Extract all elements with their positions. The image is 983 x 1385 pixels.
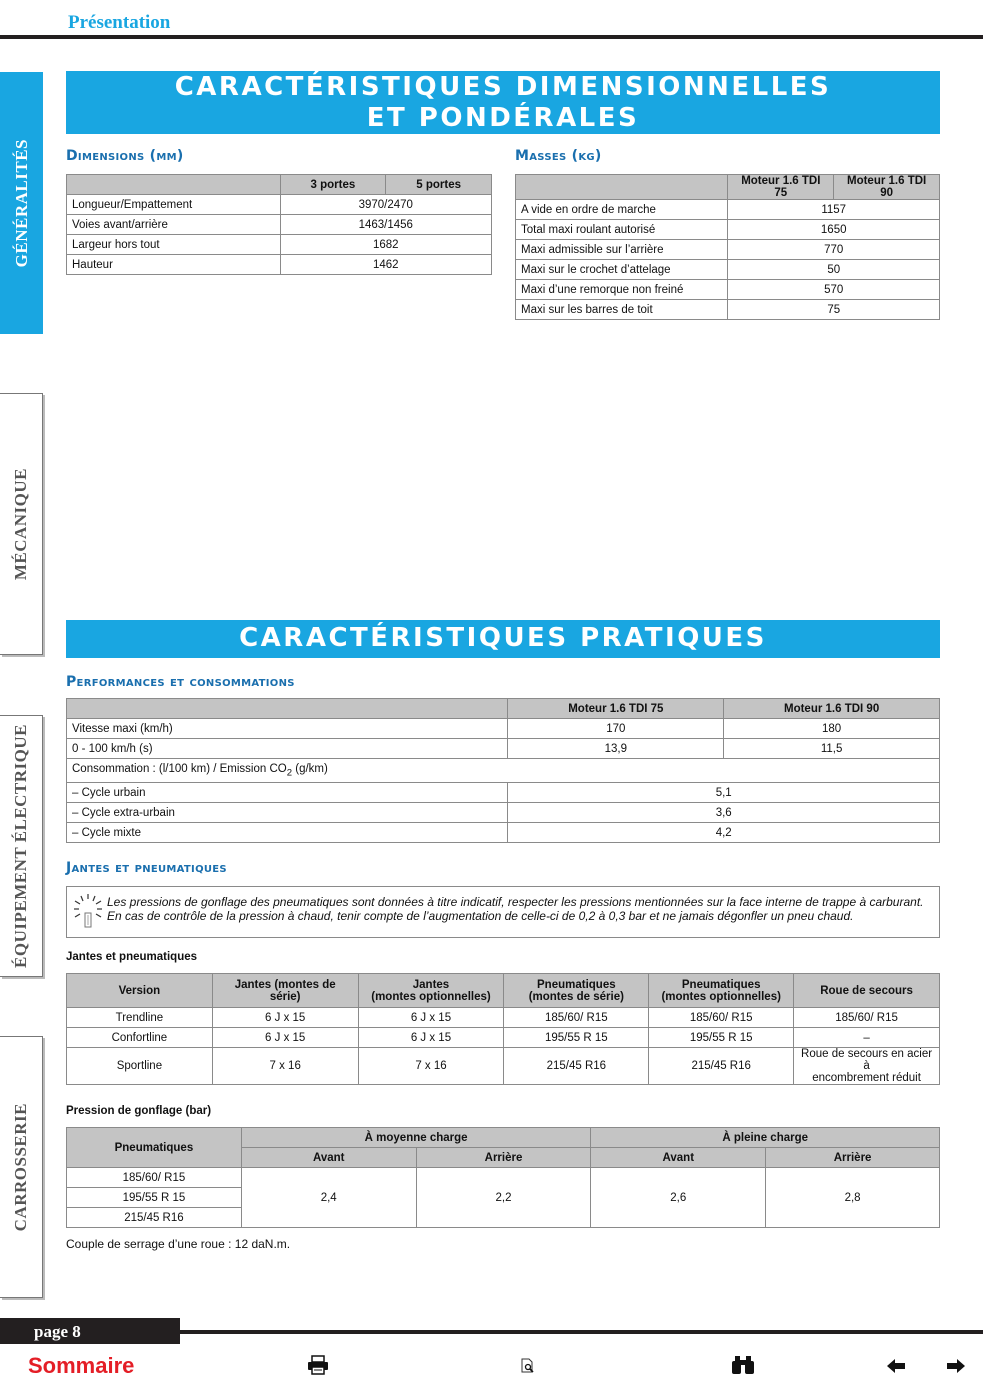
row-value: 1463/1456: [280, 215, 491, 235]
consumption-unit: (g/km): [292, 762, 328, 775]
consumption-text: Consommation : (l/100 km) / Emission CO: [72, 762, 287, 775]
cell: 185/60/ R15: [504, 1008, 649, 1028]
masses-heading: Masses (kg): [515, 148, 602, 164]
table-header-row: [67, 1128, 940, 1148]
header-line: (montes optionnelles): [371, 990, 491, 1003]
header-rule: [0, 35, 983, 39]
dimensions-heading: Dimensions (mm): [66, 148, 184, 164]
jantes-table-title: Jantes et pneumatiques: [66, 951, 198, 963]
row-label: A vide en ordre de marche: [516, 200, 728, 220]
table-header-row: [67, 699, 940, 719]
page-number: page 8: [34, 1322, 81, 1341]
table-row: [67, 1048, 940, 1085]
binoculars-icon[interactable]: [731, 1355, 755, 1375]
sidebar-tab-carrosserie[interactable]: [0, 1036, 43, 1298]
row-value: 3970/2470: [280, 195, 491, 215]
cell: Sportline: [67, 1048, 213, 1085]
cell-line: Roue de secours en acier à: [801, 1048, 933, 1072]
table-header-row: [67, 974, 940, 1008]
table-row: [516, 260, 940, 280]
printer-icon[interactable]: [307, 1355, 329, 1375]
column-header: Moteur 1.6 TDI 75: [728, 175, 834, 200]
row-value: 180: [724, 719, 940, 739]
cell: 215/45 R16: [649, 1048, 794, 1085]
column-header: [358, 974, 504, 1008]
sommaire-link[interactable]: Sommaire: [28, 1353, 135, 1378]
row-label: Maxi admissible sur l’arrière: [516, 240, 728, 260]
row-value: 11,5: [724, 739, 940, 759]
table-row: [516, 280, 940, 300]
table-row: [67, 215, 492, 235]
table-row: [67, 1008, 940, 1028]
table-row: [67, 783, 940, 803]
table-header-row: [67, 175, 492, 195]
header-line: (montes optionnelles): [661, 990, 781, 1003]
cell: 6 J x 15: [212, 1008, 358, 1028]
column-group-header: À moyenne charge: [241, 1128, 591, 1148]
column-header: Avant: [591, 1148, 766, 1168]
header-line: Jantes: [412, 978, 450, 991]
couple-text: Couple de serrage d’une roue : 12 daN.m.: [66, 1237, 291, 1251]
column-header: 3 portes: [280, 175, 386, 195]
cell: 185/60/ R15: [67, 1168, 242, 1188]
column-header: [516, 175, 728, 200]
note-line: En cas de contrôle de la pression à chaud, tenir compte de l’augmentation de celle-ci de 0,2 à 0,3 bar et ne jamais dégonfler un pneu chaud.: [107, 909, 854, 923]
column-header: Version: [67, 974, 213, 1008]
row-value: 4,2: [508, 823, 940, 843]
table-row: [67, 195, 492, 215]
cell: 195/55 R 15: [67, 1188, 242, 1208]
table-row: [67, 1168, 940, 1188]
table-header-row: [516, 175, 940, 200]
cell: 2,6: [591, 1168, 766, 1228]
header-line: (montes de série): [528, 990, 624, 1003]
cell: Trendline: [67, 1008, 213, 1028]
banner-line: ET PONDÉRALES: [366, 103, 640, 133]
performances-heading: Performances et consommations: [66, 674, 295, 690]
row-value: 1157: [728, 200, 940, 220]
cell: 185/60/ R15: [649, 1008, 794, 1028]
column-header: 5 portes: [386, 175, 492, 195]
masses-table: [515, 174, 940, 320]
column-group-header: À pleine charge: [591, 1128, 940, 1148]
row-value: 1650: [728, 220, 940, 240]
consumption-label: [67, 759, 940, 783]
row-value: 50: [728, 260, 940, 280]
section-title: Présentation: [68, 12, 171, 33]
column-header: Moteur 1.6 TDI 75: [508, 699, 724, 719]
table-row: [67, 255, 492, 275]
section-banner-pratiques: [66, 620, 940, 658]
cell: 195/55 R 15: [504, 1028, 649, 1048]
cell: 6 J x 15: [358, 1028, 504, 1048]
jantes-table: [66, 973, 940, 1085]
column-header: Avant: [241, 1148, 416, 1168]
arrow-left-icon[interactable]: [886, 1358, 906, 1374]
table-row: [67, 803, 940, 823]
row-label: Vitesse maxi (km/h): [67, 719, 508, 739]
cell: 7 x 16: [212, 1048, 358, 1085]
row-label: – Cycle mixte: [67, 823, 508, 843]
table-row: [67, 759, 940, 783]
sidebar-tab-label: ÉQUIPEMENT ÉLECTRIQUE: [11, 724, 30, 968]
consumption-subscript: 2: [286, 767, 293, 779]
table-row: [516, 240, 940, 260]
column-header: [67, 699, 508, 719]
column-header: Moteur 1.6 TDI 90: [724, 699, 940, 719]
row-value: 1682: [280, 235, 491, 255]
note-text: [107, 895, 935, 923]
row-value: 3,6: [508, 803, 940, 823]
row-label: Maxi sur les barres de toit: [516, 300, 728, 320]
cell-line: encombrement réduit: [812, 1072, 921, 1084]
row-value: 5,1: [508, 783, 940, 803]
row-value: 1462: [280, 255, 491, 275]
cell: 2,8: [766, 1168, 940, 1228]
table-row: [516, 200, 940, 220]
section-banner-dimensions: [66, 71, 940, 134]
row-label: Total maxi roulant autorisé: [516, 220, 728, 240]
header-line: Pneumatiques: [681, 978, 761, 991]
row-value: 170: [508, 719, 724, 739]
dimensions-table: [66, 174, 492, 275]
row-label: 0 - 100 km/h (s): [67, 739, 508, 759]
cell: 6 J x 15: [358, 1008, 504, 1028]
row-label: Maxi sur le crochet d’attelage: [516, 260, 728, 280]
lightbulb-tip-icon: [72, 893, 104, 933]
column-header: [67, 175, 281, 195]
column-header: [649, 974, 794, 1008]
banner-line: CARACTÉRISTIQUES PRATIQUES: [239, 623, 767, 653]
cell: 2,2: [416, 1168, 591, 1228]
column-header: Pneumatiques: [67, 1128, 242, 1168]
footer-rule: [180, 1330, 983, 1334]
sidebar-tab-label: MÉCANIQUE: [11, 467, 30, 581]
performances-table: [66, 698, 940, 843]
header-line: Pneumatiques: [537, 978, 616, 991]
sidebar-tab-mecanique[interactable]: [0, 393, 43, 655]
banner-line: CARACTÉRISTIQUES DIMENSIONNELLES: [174, 72, 832, 102]
table-row: [516, 300, 940, 320]
cell: 215/45 R16: [67, 1208, 242, 1228]
row-label: Maxi d’une remorque non freiné: [516, 280, 728, 300]
page-zoom-icon[interactable]: [520, 1358, 536, 1374]
table-row: [67, 823, 940, 843]
row-label: Voies avant/arrière: [67, 215, 281, 235]
row-value: 570: [728, 280, 940, 300]
cell: 215/45 R16: [504, 1048, 649, 1085]
pression-table: [66, 1127, 940, 1228]
table-row: [67, 739, 940, 759]
jantes-heading: Jantes et pneumatiques: [66, 860, 227, 876]
arrow-right-icon[interactable]: [946, 1358, 966, 1374]
table-row: [67, 1028, 940, 1048]
row-label: Hauteur: [67, 255, 281, 275]
sidebar-tab-equipement-electrique[interactable]: [0, 715, 43, 977]
row-value: 75: [728, 300, 940, 320]
note-box: [66, 886, 940, 938]
table-row: [516, 220, 940, 240]
cell: 185/60/ R15: [794, 1008, 940, 1028]
cell: 2,4: [241, 1168, 416, 1228]
pression-table-title: Pression de gonflage (bar): [66, 1105, 212, 1117]
sidebar-tab-label: CARROSSERIE: [11, 1102, 30, 1232]
cell: –: [794, 1028, 940, 1048]
sidebar-tab-generalites[interactable]: [0, 72, 43, 334]
row-label: Longueur/Empattement: [67, 195, 281, 215]
column-header: [504, 974, 649, 1008]
note-line: Les pressions de gonflage des pneumatiques sont données à titre indicatif, respecter les pressions mentionnées sur la face interne de trappe à carburant.: [107, 895, 924, 909]
column-header: Arrière: [766, 1148, 940, 1168]
cell: Confortline: [67, 1028, 213, 1048]
cell: 195/55 R 15: [649, 1028, 794, 1048]
column-header: Moteur 1.6 TDI 90: [834, 175, 940, 200]
table-row: [67, 719, 940, 739]
table-row: [67, 235, 492, 255]
row-value: 770: [728, 240, 940, 260]
row-value: 13,9: [508, 739, 724, 759]
column-header: Arrière: [416, 1148, 591, 1168]
row-label: – Cycle urbain: [67, 783, 508, 803]
column-header: Roue de secours: [794, 974, 940, 1008]
column-header: Jantes (montes de série): [212, 974, 358, 1008]
row-label: – Cycle extra-urbain: [67, 803, 508, 823]
cell: 6 J x 15: [212, 1028, 358, 1048]
sidebar-tab-label: GÉNÉRALITÉS: [11, 138, 31, 268]
page-number-box: [0, 1318, 180, 1344]
cell: [794, 1048, 940, 1085]
cell: 7 x 16: [358, 1048, 504, 1085]
row-label: Largeur hors tout: [67, 235, 281, 255]
